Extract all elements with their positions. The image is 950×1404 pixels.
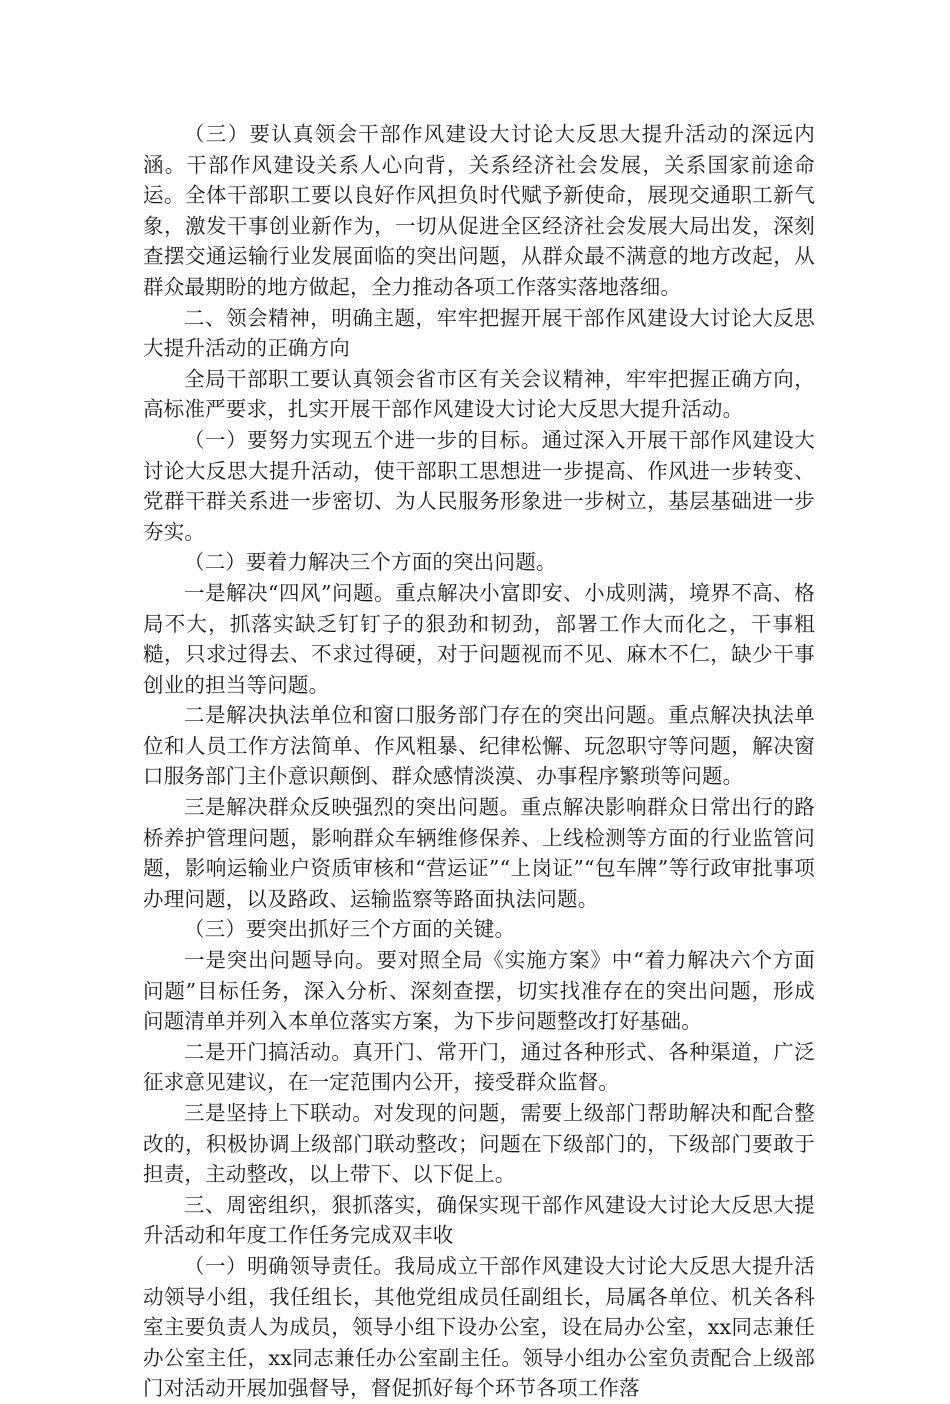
paragraph-8: 三是解决群众反映强烈的突出问题。重点解决影响群众日常出行的路桥养护管理问题，影响群众车辆维修保养、上线检测等方面的行业监管问题，影响运输业户资质审核和“营运证”“上岗证”“包车牌”等行政审批事项办理问题，以及路政、运输监察等路面执法问题。 (143, 795, 815, 911)
section-heading-2: 二、领会精神，明确主题，牢牢把握开展干部作风建设大讨论大反思大提升活动的正确方向 (143, 305, 815, 361)
paragraph-11: 二是开门搞活动。真开门、常开门，通过各种形式、各种渠道，广泛征求意见建议，在一定范围内公开，接受群众监督。 (143, 1039, 815, 1095)
section-heading-3: 三、周密组织，狠抓落实，确保实现干部作风建设大讨论大反思大提升活动和年度工作任务完成双丰收 (143, 1192, 815, 1248)
paragraph-1: （三）要认真领会干部作风建设大讨论大反思大提升活动的深远内涵。干部作风建设关系人心向背，关系经济社会发展，关系国家前途命运。全体干部职工要以良好作风担负时代赋予新使命，展现交通职工新气象，激发干事创业新作为，一切从促进全区经济社会发展大局出发，深刻查摆交通运输行业发展面临的突出问题，从群众最不满意的地方改起，从群众最期盼的地方做起，全力推动各项工作落实落地落细。 (143, 122, 815, 299)
paragraph-6: 一是解决“四风”问题。重点解决小富即安、小成则满，境界不高、格局不大，抓落实缺乏钉钉子的狠劲和韧劲，部署工作大而化之，干事粗糙，只求过得去、不求过得硬，对于问题视而不见、麻木不仁，缺少干事创业的担当等问题。 (143, 580, 815, 697)
paragraph-12: 三是坚持上下联动。对发现的问题，需要上级部门帮助解决和配合整改的，积极协调上级部门联动整改；问题在下级部门的，下级部门要敢于担责，主动整改，以上带下、以下促上。 (143, 1101, 815, 1187)
paragraph-7: 二是解决执法单位和窗口服务部门存在的突出问题。重点解决执法单位和人员工作方法简单、作风粗暴、纪律松懈、玩忽职守等问题，解决窗口服务部门主仆意识颠倒、群众感情淡漠、办事程序繁琐等问题。 (143, 703, 815, 789)
paragraph-3: 全局干部职工要认真领会省市区有关会议精神，牢牢把握正确方向，高标准严要求，扎实开展干部作风建设大讨论大反思大提升活动。 (143, 366, 815, 422)
paragraph-9: （三）要突出抓好三个方面的关键。 (184, 917, 516, 942)
paragraph-10: 一是突出问题导向。要对照全局《实施方案》中“着力解决六个方面问题”目标任务，深入分析、深刻查摆，切实找准存在的突出问题，形成问题清单并列入本单位落实方案，为下步问题整改打好基础。 (143, 948, 815, 1034)
paragraph-5: （二）要着力解决三个方面的突出问题。 (184, 550, 557, 575)
paragraph-14: （一）明确领导责任。我局成立干部作风建设大讨论大反思大提升活动领导小组，我任组长，其他党组成员任副组长，局属各单位、机关各科室主要负责人为成员，领导小组下设办公室，设在局办公室，xx同志兼任办公室主任，xx同志兼任办公室副主任。领导小组办公室负责配合上级部门对活动开展加强督导，督促抓好每个环节各项工作落 (143, 1253, 815, 1401)
document-body (143, 119, 815, 1404)
paragraph-4: （一）要努力实现五个进一步的目标。通过深入开展干部作风建设大讨论大反思大提升活动，使干部职工思想进一步提高、作风进一步转变、党群干群关系进一步密切、为人民服务形象进一步树立，基层基础进一步夯实。 (143, 427, 815, 544)
